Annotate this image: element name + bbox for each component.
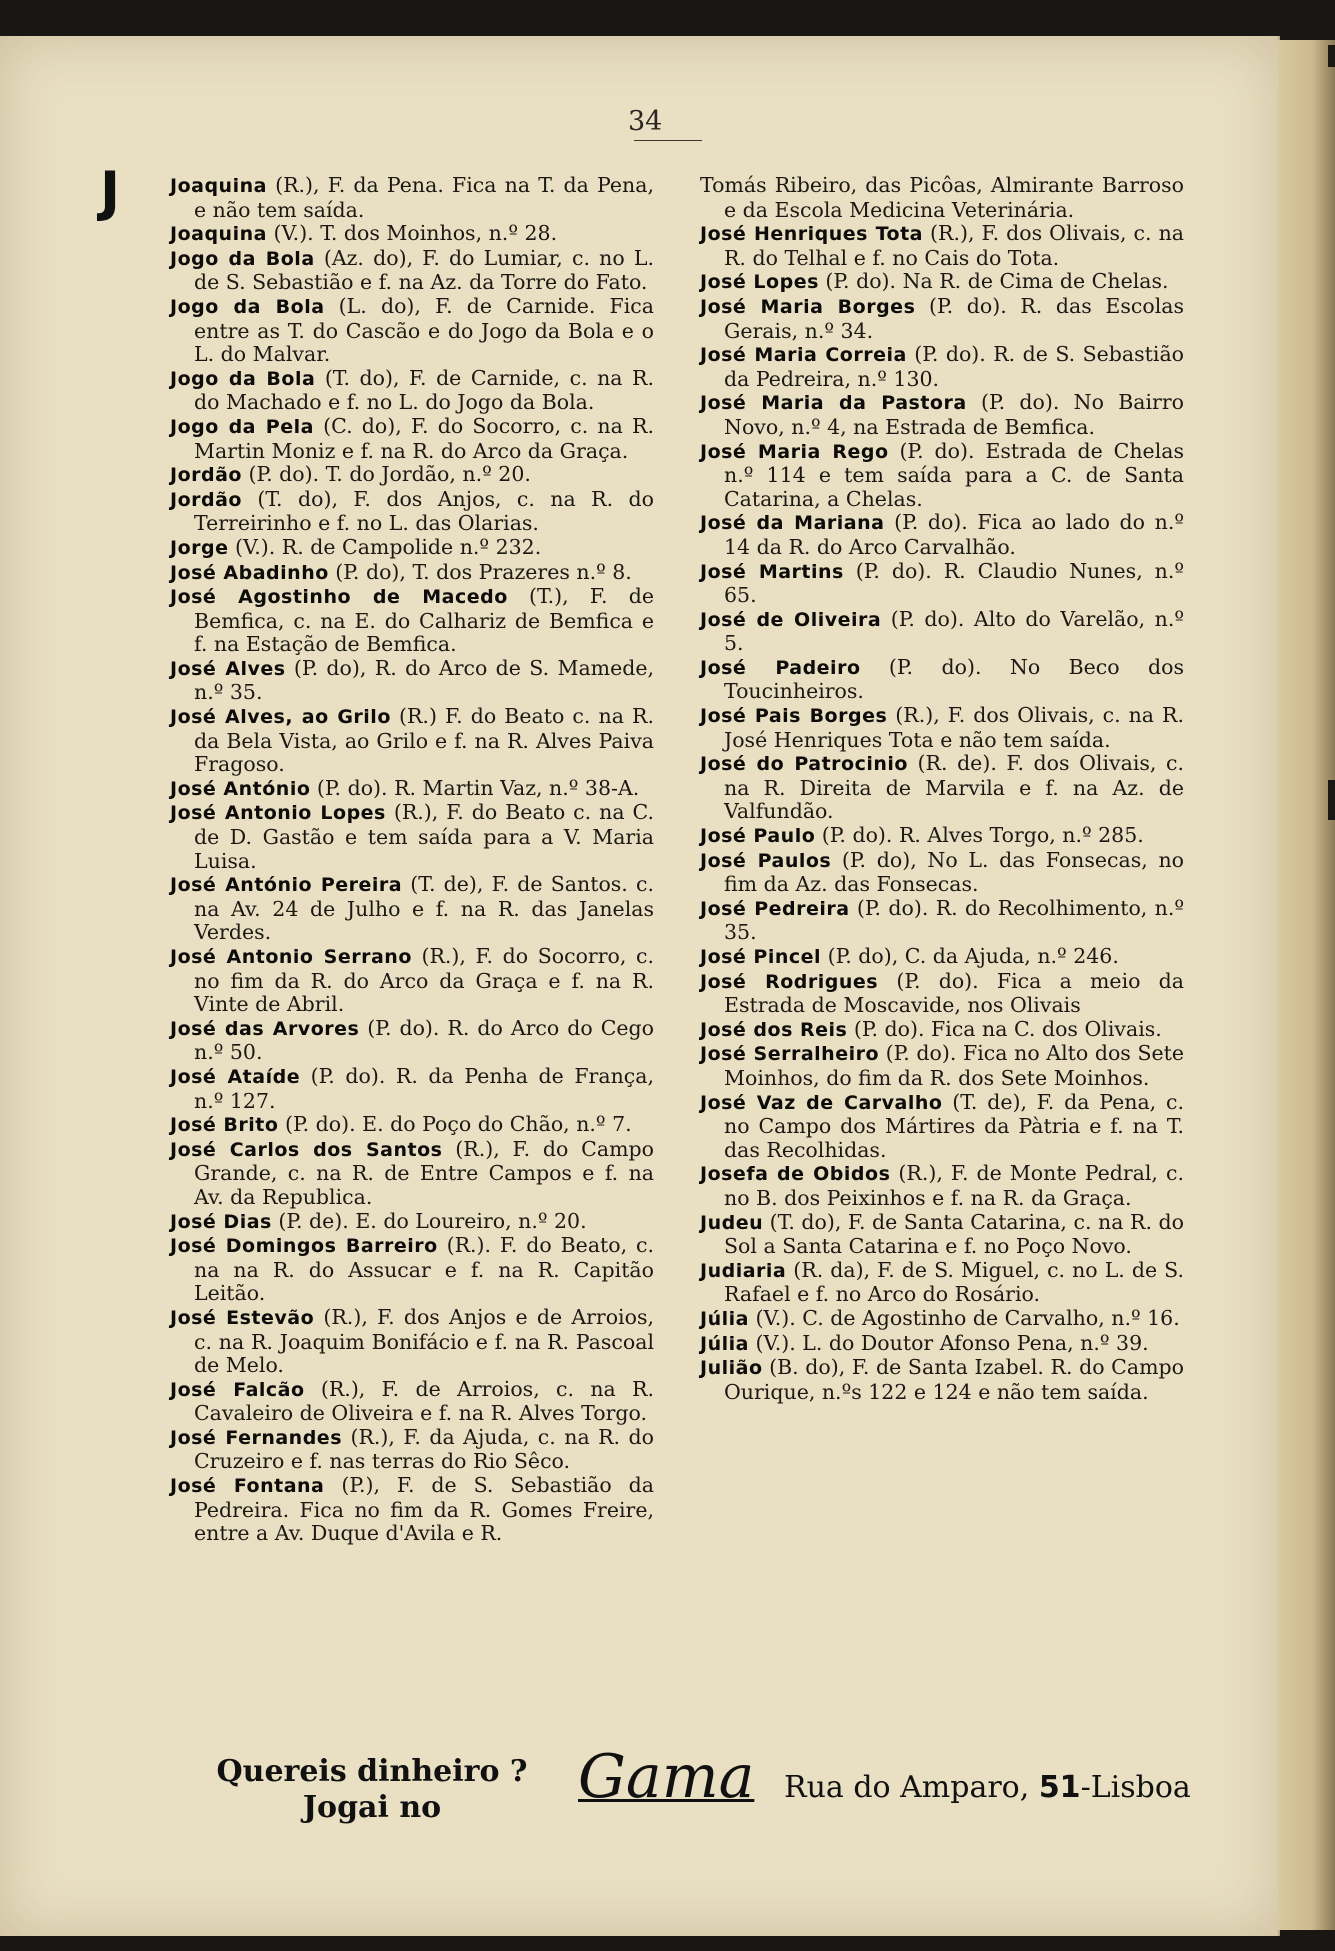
street-name: José Estevão — [170, 1306, 315, 1329]
street-entry — [700, 1042, 1184, 1090]
section-letter: J — [100, 160, 119, 223]
street-description: (R.), F. de Monte Pedral, c. no B. dos Peixinhos e f. na R. da Graça. — [724, 1161, 1184, 1210]
street-description: (P. do). No Bairro Novo, n.º 4, na Estrada de Bemfica. — [724, 390, 1185, 439]
street-name: José Maria da Pastora — [700, 392, 967, 415]
street-entry — [170, 1138, 654, 1210]
street-description: (R. de). F. dos Olivais, c. na R. Direita de Marvila e f. na Az. de Valfundão. — [724, 751, 1185, 824]
page-spine-edge — [1278, 40, 1335, 1930]
street-name: José Domingos Barreiro — [170, 1235, 438, 1258]
street-entry — [170, 873, 654, 945]
street-entry — [170, 1306, 654, 1378]
street-name: José Maria Rego — [700, 440, 889, 463]
street-name: José António Pereira — [170, 874, 403, 897]
street-entry — [170, 174, 654, 222]
street-name: Jogo da Pela — [170, 415, 314, 438]
street-entry — [700, 1332, 1184, 1357]
street-description: (R.), F. de Arroios, c. na R. Cavaleiro de Oliveira e f. na R. Alves Torgo. — [194, 1376, 654, 1426]
street-entry — [700, 970, 1184, 1018]
street-description: (C. do), F. do Socorro, c. na R. Martin Moniz e f. na R. do Arco da Graça. — [194, 413, 654, 463]
street-description: (R.), F. do Beato c. na C. de D. Gastão e tem saída para a V. Maria Luisa. — [194, 800, 655, 873]
slogan-line-1: Quereis dinheiro ? — [216, 1754, 528, 1789]
street-name: José Abadinho — [170, 561, 329, 584]
street-entry — [170, 488, 654, 536]
advertisement-slogan — [182, 1754, 562, 1826]
street-name: José Alves — [170, 657, 286, 680]
street-description: (B. do), F. de Santa Izabel. R. do Campo Ourique, n.ºs 122 e 124 e não tem saída. — [724, 1355, 1184, 1404]
street-description: (P. do). R. Alves Torgo, n.º 285. — [815, 823, 1144, 848]
street-description: (R.), F. dos Olivais, c. na R. do Telhal e f. no Cais do Tota. — [724, 221, 1184, 270]
street-description: (T. de), F. da Pena, c. no Campo dos Mártires da Pàtria e f. na T. das Recolhidas. — [724, 1089, 1184, 1162]
street-entry — [700, 1018, 1184, 1043]
street-description: (P. de). E. do Loureiro, n.º 20. — [271, 1208, 587, 1233]
street-entry — [170, 415, 654, 463]
street-entry — [170, 585, 654, 657]
street-entry — [700, 1091, 1184, 1163]
street-name: José Pincel — [700, 946, 822, 968]
street-description: (R.), F. do Campo Grande, c. na R. de Entre Campos e f. na Av. da Republica. — [194, 1136, 654, 1209]
street-entry — [700, 343, 1184, 391]
street-entry — [170, 705, 654, 777]
street-name: José Pedreira — [700, 897, 850, 920]
street-entry — [170, 1474, 654, 1546]
street-description: (P. do). E. do Poço do Chão, n.º 7. — [278, 1112, 632, 1137]
street-name: José Fernandes — [170, 1426, 342, 1449]
street-name: Jogo da Bola — [170, 247, 315, 270]
street-name: José Vaz de Carvalho — [700, 1091, 943, 1114]
street-name: José Martins — [700, 560, 844, 583]
street-description: (P. do), C. da Ajuda, n.º 246. — [821, 944, 1119, 968]
street-name: José Henriques Tota — [700, 223, 924, 246]
street-name: Júlia — [700, 1332, 749, 1355]
street-name: Josefa de Obidos — [700, 1163, 891, 1186]
street-name: José Padeiro — [700, 656, 861, 679]
street-entry — [700, 704, 1184, 752]
street-entry — [170, 777, 654, 802]
street-entry — [170, 247, 654, 295]
street-name: Joaquina — [170, 223, 267, 246]
street-description: (P. do). Alto do Varelão, n.º 5. — [724, 606, 1184, 656]
brand-logo: Gama — [578, 1742, 755, 1812]
street-name: José Ataíde — [170, 1065, 301, 1088]
street-name: José dos Reis — [700, 1018, 848, 1041]
street-entry — [700, 174, 1184, 222]
page-number-rule — [634, 140, 702, 141]
street-name: José Paulos — [700, 849, 832, 872]
street-description: (P. do). Na R. de Cima de Chelas. — [818, 269, 1169, 294]
street-description: (R.), F. da Pena. Fica na T. da Pena, e não tem saída. — [194, 173, 654, 222]
street-name: José Lopes — [700, 271, 819, 294]
street-entry — [700, 945, 1184, 970]
street-description: Tomás Ribeiro, das Picôas, Almirante Barroso e da Escola Medicina Veterinária. — [700, 173, 1184, 222]
street-description: (T. do), F. dos Anjos, c. na R. do Terreirinho e f. no L. das Olarias. — [194, 486, 654, 536]
address-number: 51 — [1038, 1770, 1081, 1805]
street-entry — [170, 1234, 654, 1306]
street-description: (R.), F. do Socorro, c. no fim da R. do Arco da Graça e f. na R. Vinte de Abril. — [194, 944, 654, 1017]
street-entry — [170, 222, 654, 247]
street-description: (P. do), R. do Arco de S. Mamede, n.º 35. — [194, 655, 655, 705]
street-description: (P. do). R. das Escolas Gerais, n.º 34. — [724, 293, 1184, 343]
address-street: Rua do Amparo, — [784, 1770, 1039, 1805]
street-name: José Brito — [170, 1114, 279, 1137]
street-entry — [700, 1259, 1184, 1307]
street-entry — [170, 1113, 654, 1138]
street-entry — [170, 1210, 654, 1235]
street-description: (P. do), T. dos Prazeres n.º 8. — [328, 559, 632, 584]
street-entry — [170, 536, 654, 561]
street-name: José das Arvores — [170, 1017, 360, 1040]
street-name: José Antonio Lopes — [170, 802, 386, 825]
advertisement-footer — [0, 1742, 1278, 1862]
street-description: (T. do), F. de Carnide, c. na R. do Machado e f. no L. do Jogo da Bola. — [194, 365, 654, 415]
street-description: (V.). C. de Agostinho de Carvalho, n.º 16. — [748, 1305, 1180, 1330]
street-description: (P. do). R. Claudio Nunes, n.º 65. — [724, 558, 1184, 608]
street-entry — [700, 608, 1184, 656]
street-entry — [700, 295, 1184, 343]
street-description: (P. do). Fica ao lado do n.º 14 da R. do Arco Carvalhão. — [724, 510, 1184, 559]
street-name: Judiaria — [700, 1259, 787, 1282]
street-entry — [700, 656, 1184, 704]
street-description: (P. do). R. de S. Sebastião da Pedreira, n.º 130. — [724, 342, 1185, 391]
street-name: José Dias — [170, 1210, 272, 1233]
address-city: -Lisboa — [1080, 1770, 1191, 1805]
street-entry — [700, 511, 1184, 559]
street-description: (T. de), F. de Santos. c. na Av. 24 de Julho e f. na R. das Janelas Verdes. — [194, 872, 654, 945]
street-description: (P. do). No Beco dos Toucinheiros. — [724, 654, 1185, 704]
street-entry — [170, 1017, 654, 1065]
street-description: (T. do), F. de Santa Catarina, c. na R. do Sol a Santa Catarina e f. no Poço Novo. — [724, 1209, 1184, 1259]
street-name: Jordão — [170, 488, 242, 511]
street-entry — [170, 463, 654, 488]
street-description: (P. do). Fica a meio da Estrada de Moscavide, nos Olivais — [724, 968, 1185, 1018]
street-name: Jordão — [170, 464, 242, 487]
street-description: (P. do), No L. das Fonsecas, no fim da Az. das Fonsecas. — [724, 847, 1184, 897]
street-name: Jogo da Bola — [170, 367, 316, 390]
street-description: (P. do). Fica na C. dos Olivais. — [847, 1016, 1162, 1041]
spine-mark — [1328, 780, 1335, 820]
street-description: (P. do). Fica no Alto dos Sete Moinhos, do fim da R. dos Sete Moinhos. — [724, 1041, 1184, 1090]
street-name: José da Mariana — [700, 512, 885, 535]
street-description: (Az. do), F. do Lumiar, c. no L. de S. Sebastião e f. na Az. da Torre do Fato. — [194, 245, 655, 295]
street-name: José Carlos dos Santos — [170, 1138, 443, 1161]
street-description: (R.). F. do Beato, c. na na R. do Assucar e f. na R. Capitão Leitão. — [194, 1233, 654, 1306]
street-name: Julião — [700, 1357, 763, 1380]
street-name: Joaquina — [170, 175, 267, 197]
street-description: (R.), F. dos Olivais, c. na R. José Henriques Tota e não tem saída. — [724, 703, 1184, 752]
left-column — [170, 174, 654, 1546]
street-name: José do Patrocinio — [700, 753, 908, 776]
street-name: José Agostinho de Macedo — [170, 586, 508, 609]
street-description: (R.) F. do Beato c. na R. da Bela Vista, ao Grilo e f. na R. Alves Paiva Fragoso. — [194, 704, 654, 777]
street-entry — [700, 1211, 1184, 1259]
street-entry — [700, 1356, 1184, 1404]
street-name: José Maria Correia — [700, 344, 907, 367]
street-entry — [170, 561, 654, 586]
street-entry — [700, 270, 1184, 295]
advertisement-address — [784, 1770, 1191, 1805]
street-entry — [700, 824, 1184, 849]
street-entry — [170, 657, 654, 705]
street-entry — [700, 440, 1184, 512]
street-description: (P. do). Estrada de Chelas n.º 114 e tem saída para a C. de Santa Catarina, a Chelas. — [724, 438, 1184, 511]
street-description: (V.). T. dos Moinhos, n.º 28. — [266, 221, 558, 246]
street-entry — [170, 945, 654, 1017]
street-entry — [700, 849, 1184, 897]
street-entry — [700, 222, 1184, 270]
street-entry — [700, 1307, 1184, 1332]
street-entry — [170, 1065, 654, 1113]
street-description: (P. do). T. do Jordão, n.º 20. — [241, 462, 531, 487]
street-entry — [170, 1378, 654, 1426]
street-entry — [700, 897, 1184, 945]
street-description: (P. do). R. do Arco do Cego n.º 50. — [194, 1015, 654, 1065]
street-description: (P. do). R. do Recolhimento, n.º 35. — [724, 895, 1184, 945]
street-description: (L. do), F. de Carnide. Fica entre as T. do Cascão e do Jogo da Bola e o L. do Malvar. — [194, 293, 655, 367]
street-description: (R.), F. da Ajuda, c. na R. do Cruzeiro e f. nas terras do Rio Sêco. — [194, 1424, 654, 1474]
street-name: José Antonio Serrano — [170, 946, 412, 968]
street-name: José de Oliveira — [700, 608, 882, 631]
street-name: José Paulo — [700, 825, 816, 848]
street-description: (V.). L. do Doutor Afonso Pena, n.º 39. — [748, 1330, 1149, 1355]
spine-mark — [1328, 45, 1335, 67]
street-name: Júlia — [700, 1307, 749, 1330]
street-entry — [170, 1426, 654, 1474]
right-column — [700, 174, 1184, 1404]
street-name: José Pais Borges — [700, 705, 888, 728]
street-entry — [170, 367, 654, 415]
street-entry — [170, 801, 654, 873]
street-entry — [700, 1162, 1184, 1210]
slogan-line-2: Jogai no — [302, 1790, 442, 1825]
street-name: Judeu — [700, 1211, 764, 1234]
street-description: (P.), F. de S. Sebastião da Pedreira. Fica no fim da R. Gomes Freire, entre a Av. Duque d'Avila e R. — [194, 1473, 654, 1546]
street-name: José Serralheiro — [700, 1043, 880, 1066]
street-name: José Rodrigues — [700, 970, 879, 993]
street-name: José António — [170, 777, 311, 800]
street-description: (P. do). R. Martin Vaz, n.º 38-A. — [310, 775, 640, 800]
street-name: José Alves, ao Grilo — [170, 706, 391, 729]
street-name: José Fontana — [170, 1475, 325, 1498]
street-entry — [700, 752, 1184, 824]
street-name: Jorge — [170, 536, 229, 559]
street-entry — [170, 295, 654, 367]
street-name: José Maria Borges — [700, 295, 916, 318]
street-description: (R.), F. dos Anjos e de Arroios, c. na R. Joaquim Bonifácio e f. na R. Pascoal de Melo. — [194, 1304, 654, 1378]
street-description: (R. da), F. de S. Miguel, c. no L. de S. Rafael e f. no Arco do Rosário. — [724, 1257, 1184, 1307]
street-name: José Falcão — [170, 1378, 305, 1401]
street-description: (T.), F. de Bemfica, c. na E. do Calhariz de Bemfica e f. na Estação de Bemfica. — [194, 584, 654, 657]
street-entry — [700, 391, 1184, 439]
street-description: (P. do). R. da Penha de França, n.º 127. — [194, 1063, 654, 1113]
street-description: (V.). R. de Campolide n.º 232. — [228, 534, 542, 559]
street-name: Jogo da Bola — [170, 295, 325, 318]
page-number: 34 — [628, 106, 663, 137]
street-entry — [700, 560, 1184, 608]
